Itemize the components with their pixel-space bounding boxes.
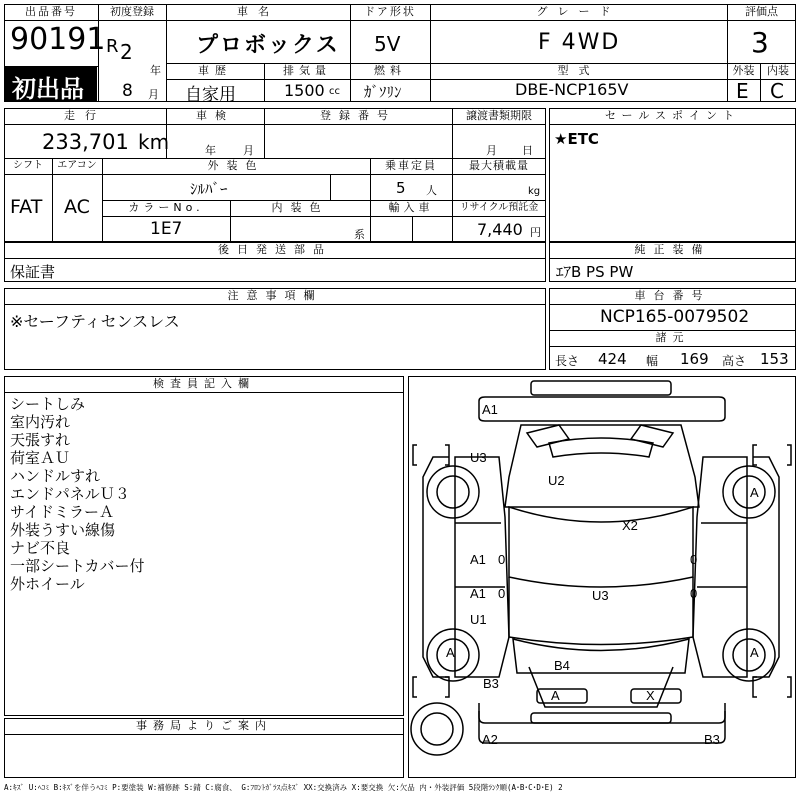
ext-grade: E [736,79,749,103]
damage-mark: X [646,688,655,703]
damage-mark: 0 [498,586,506,601]
inspector-notes [10,395,145,593]
damage-mark: X2 [622,518,638,533]
era: R [106,36,119,57]
ext-color-label: 外装色 [207,159,265,172]
transfer-month-unit: 月 [486,144,497,157]
width-label: 幅 [646,354,659,368]
ac: AC [64,196,90,218]
chassis-label: 車台番号 [634,289,711,302]
int-label: 内装 [767,64,789,77]
genuine-equipment: ｴｱB PS PW [556,263,634,281]
selling-point: ★ETC [554,130,599,148]
displacement-label: 排気量 [283,64,331,77]
note-line: 外装うすい線傷 [10,521,116,539]
note-line: 外ホイール [10,575,85,593]
later-parts: 保証書 [10,263,56,281]
int-grade: C [770,79,784,103]
note-line: 室内汚れ [10,413,71,431]
transfer-day-unit: 日 [522,144,533,157]
door-label: ドア形状 [364,5,416,18]
insp-year-unit: 年 [205,144,216,157]
note-line: エンドパネルＵ３ [10,485,130,503]
damage-mark: 0 [690,586,698,601]
load-unit: kg [528,186,541,197]
damage-mark: A1 [482,402,498,417]
mileage-unit: km [138,130,170,154]
reg-year-unit: 年 [150,64,161,77]
damage-mark: 0 [498,552,506,567]
inspector-label: 検査員記入欄 [153,377,255,390]
color-no: 1E7 [150,219,183,239]
history: 自家用 [185,85,236,105]
score-label: 評価点 [745,5,778,18]
recycle-unit: 円 [530,226,541,239]
ext-color: ｼﾙﾊﾞｰ [190,180,228,198]
reg-month: 8 [122,81,133,101]
capacity-label: 乗車定員 [385,159,437,172]
transfer-label: 譲渡書類期限 [466,109,532,122]
note-line: サイドミラーＡ [10,503,114,521]
shift-label: シフト [13,160,43,171]
damage-mark: U3 [592,588,609,603]
car-name-label: 車名 [237,5,279,18]
recycle-label: リサイクル預託金 [459,202,539,213]
history-label: 車歴 [198,64,232,77]
length: 424 [598,350,627,368]
office-label: 事務局よりご案内 [136,719,272,732]
inspection-label: 車検 [196,109,234,122]
int-color-label: 内装色 [271,201,329,214]
shift: FAT [10,196,43,218]
int-color-unit: 系 [354,228,365,241]
selling-point-block [549,108,796,242]
first-listing-text: 初出品 [12,75,84,103]
car-diagram [408,376,796,778]
damage-mark: U2 [548,473,565,488]
displacement-unit: cc [329,86,340,97]
capacity-unit: 人 [426,184,437,197]
fuel-label: 燃料 [374,64,406,77]
spec-label: 諸元 [655,331,690,344]
damage-mark: A1 [470,586,486,601]
door-type: 5V [374,32,401,56]
damage-mark: U1 [470,612,487,627]
damage-mark: A1 [470,552,486,567]
lot-number: 90191 [10,22,106,57]
damage-mark: A2 [482,732,498,747]
fuel: ｶﾞｿﾘﾝ [364,83,402,101]
damage-mark: B4 [554,658,570,673]
reg-year: 2 [120,40,133,64]
height: 153 [760,350,789,368]
capacity: 5 [396,179,406,197]
mileage: 233,701 [42,130,129,154]
damage-mark: A [551,688,560,703]
vehicle-details-block [4,108,546,242]
note-line: 荷室ＡＵ [10,449,71,467]
note-line: 天張すれ [10,431,71,449]
height-label: 高さ [722,354,747,368]
color-no-label: カラーNo. [128,201,204,214]
ext-label: 外装 [732,64,755,77]
note-line: ハンドルすれ [10,467,101,485]
legend: A:ｷｽﾞ U:ﾍｺﾐ B:ｷｽﾞを伴うﾍｺﾐ P:要塗装 W:補修跡 S:錆 C:腐食、 G:ﾌﾛﾝﾄｶﾞﾗｽ点ｷｽﾞ XX:交換済み X:要交換 欠:欠品 内・外装評価 5段階ﾗﾝｸ順(A･B･C･D･E) 2 [4,783,563,792]
score: 3 [751,26,769,59]
damage-mark: U3 [470,450,487,465]
model: DBE-NCP165V [515,80,629,99]
car-outline [409,377,794,776]
damage-mark: A [750,485,759,500]
width: 169 [680,350,709,368]
later-parts-label: 後日発送部品 [218,243,332,256]
grade-label: グレード [536,5,621,18]
caution-label: 注意事項欄 [227,289,323,302]
genuine-label: 純正装備 [634,243,711,256]
damage-mark: 0 [690,552,698,567]
caution-note: ※セーフティセンスレス [10,312,180,331]
grade: F 4WD [538,30,621,55]
damage-mark: A [446,645,455,660]
damage-mark: B3 [704,732,720,747]
lot-label: 出品番号 [25,5,77,18]
damage-mark: B3 [483,676,499,691]
import-label: 輸入車 [388,201,434,214]
recycle: 7,440 [477,220,523,239]
length-label: 長さ [555,354,580,368]
insp-month-unit: 月 [243,144,254,157]
damage-mark: A [750,645,759,660]
note-line: ナビ不良 [10,539,71,557]
first-reg-label: 初度登録 [110,5,154,18]
model-label: 型式 [557,64,600,77]
note-line: シートしみ [10,395,86,413]
note-line: 一部シートカバー付 [10,557,145,575]
displacement: 1500 [284,81,325,100]
car-name: プロボックス [196,33,340,58]
chassis-number: NCP165-0079502 [600,307,750,327]
reg-month-unit: 月 [148,88,159,101]
selling-label: セールスポイント [604,109,740,122]
load-label: 最大積載量 [469,159,529,172]
mileage-label: 走行 [64,109,106,122]
ac-label: エアコン [57,160,97,171]
reg-number-label: 登録番号 [320,109,396,122]
